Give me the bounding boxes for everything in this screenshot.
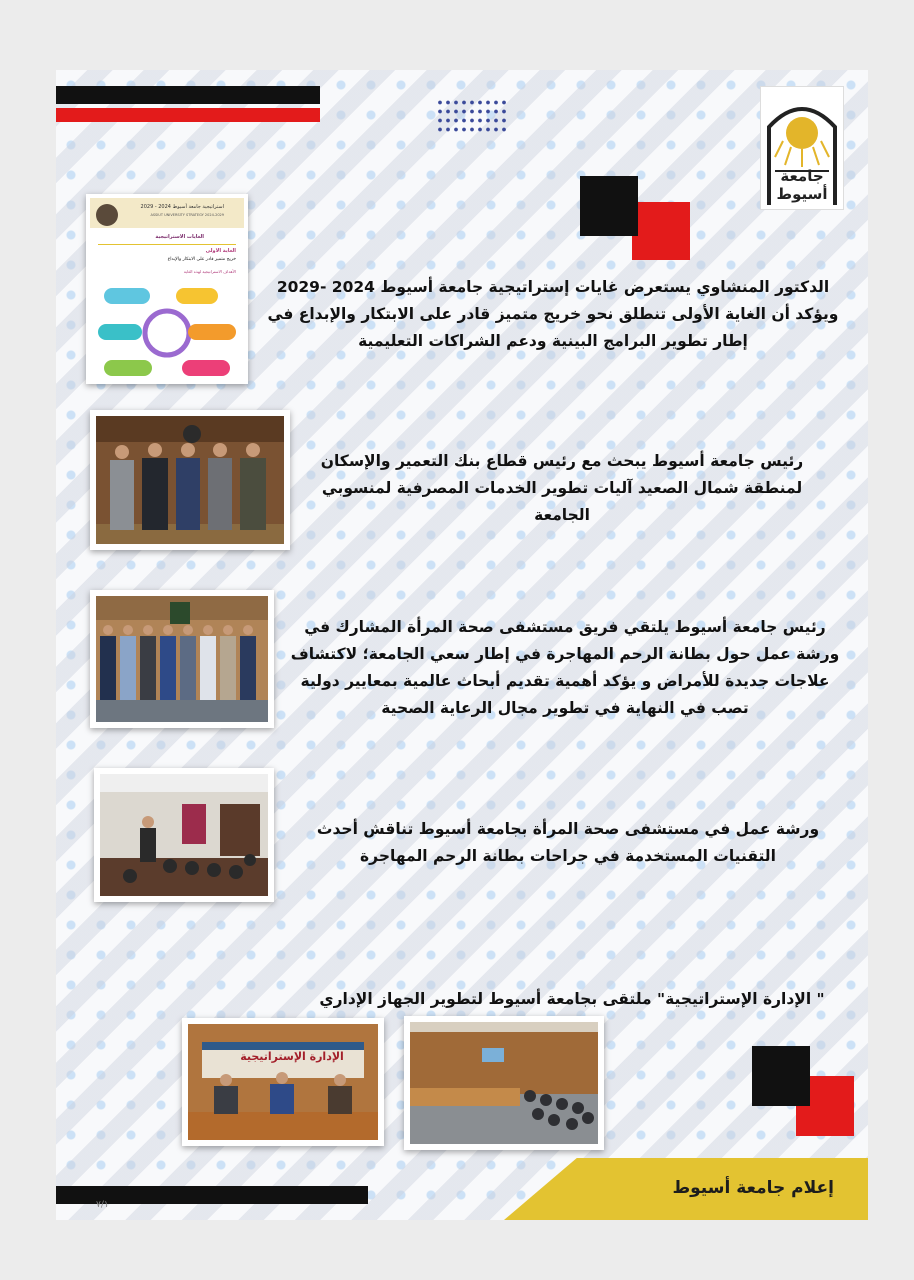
red-stripe: [56, 108, 320, 122]
red-square: [632, 202, 690, 260]
banner-text: الإدارة الإستراتيجية: [240, 1050, 344, 1063]
news-headline-2[interactable]: رئيس جامعة أسيوط يبحث مع رئيس قطاع بنك التعمير والإسكان لمنطقة شمال الصعيد آليات تطوير الخدمات المصرفية لمنسوبي الجامعة: [320, 452, 804, 524]
dot-pattern: [436, 98, 508, 134]
newsletter-page: [56, 70, 868, 1220]
card-header: استراتيجية جامعة أسيوط 2024 - 2029: [140, 204, 224, 210]
black-square: [580, 176, 638, 236]
card-section-title: الغايات الاستراتيجية: [155, 234, 204, 240]
card-goals-heading: الأهداف الاستراتيجية لهذه الغاية: [183, 269, 236, 274]
card-subheader: ASSIUT UNIVERSITY STRATEGY 2024-2029: [150, 213, 224, 217]
news-photo-4: [94, 768, 274, 902]
news-photo-5-hall: [404, 1016, 604, 1150]
news-photo-2: [90, 410, 290, 550]
avatar: [96, 204, 118, 226]
strategy-card: [86, 194, 248, 384]
goals-diagram: [90, 278, 244, 380]
card-goal-label: الغاية الاولى: [205, 248, 236, 254]
news-headline-3[interactable]: رئيس جامعة أسيوط يلتقي فريق مستشفى صحة المرأة المشارك في ورشة عمل حول بطانة الرحم المهاجرة في إطار سعي الجامعة؛ لاكتشاف علاجات جديدة للأمراض و يؤكد أهمية تقديم أبحاث عالمية بمعايير دولية تصب في النهاية في تطوير مجال الرعاية الصحية: [290, 618, 840, 717]
news-headline-5[interactable]: " الإدارة الإستراتيجية" ملتقى بجامعة أسيوط لتطوير الجهاز الإداري: [319, 990, 825, 1008]
page-number: ٧/١: [96, 1200, 109, 1210]
black-square-bottom: [752, 1046, 810, 1106]
logo-label: جامعة أسيوط: [776, 167, 828, 203]
news-headline-1[interactable]: الدكتور المنشاوي يستعرض غايات إستراتيجية جامعة أسيوط 2024 -2029 ويؤكد أن الغاية الأولى تنطلق نحو خريج متميز قادر على الابتكار والإبداع في إطار تطوير البرامج البينية ودعم الشراكات التعليمية: [267, 278, 839, 350]
university-logo: [760, 86, 844, 210]
card-goal-text: خريج متميز قادر على الابتكار والإبداع: [167, 257, 236, 262]
footer-label: إعلام جامعة أسيوط: [672, 1178, 834, 1198]
news-headline-4[interactable]: ورشة عمل في مستشفى صحة المرأة بجامعة أسيوط تناقش أحدث التقنيات المستخدمة في جراحات بطانة الرحم المهاجرة: [316, 820, 820, 865]
black-stripe: [56, 86, 320, 104]
news-photo-3: [90, 590, 274, 728]
news-photo-5-podium: [182, 1018, 384, 1146]
